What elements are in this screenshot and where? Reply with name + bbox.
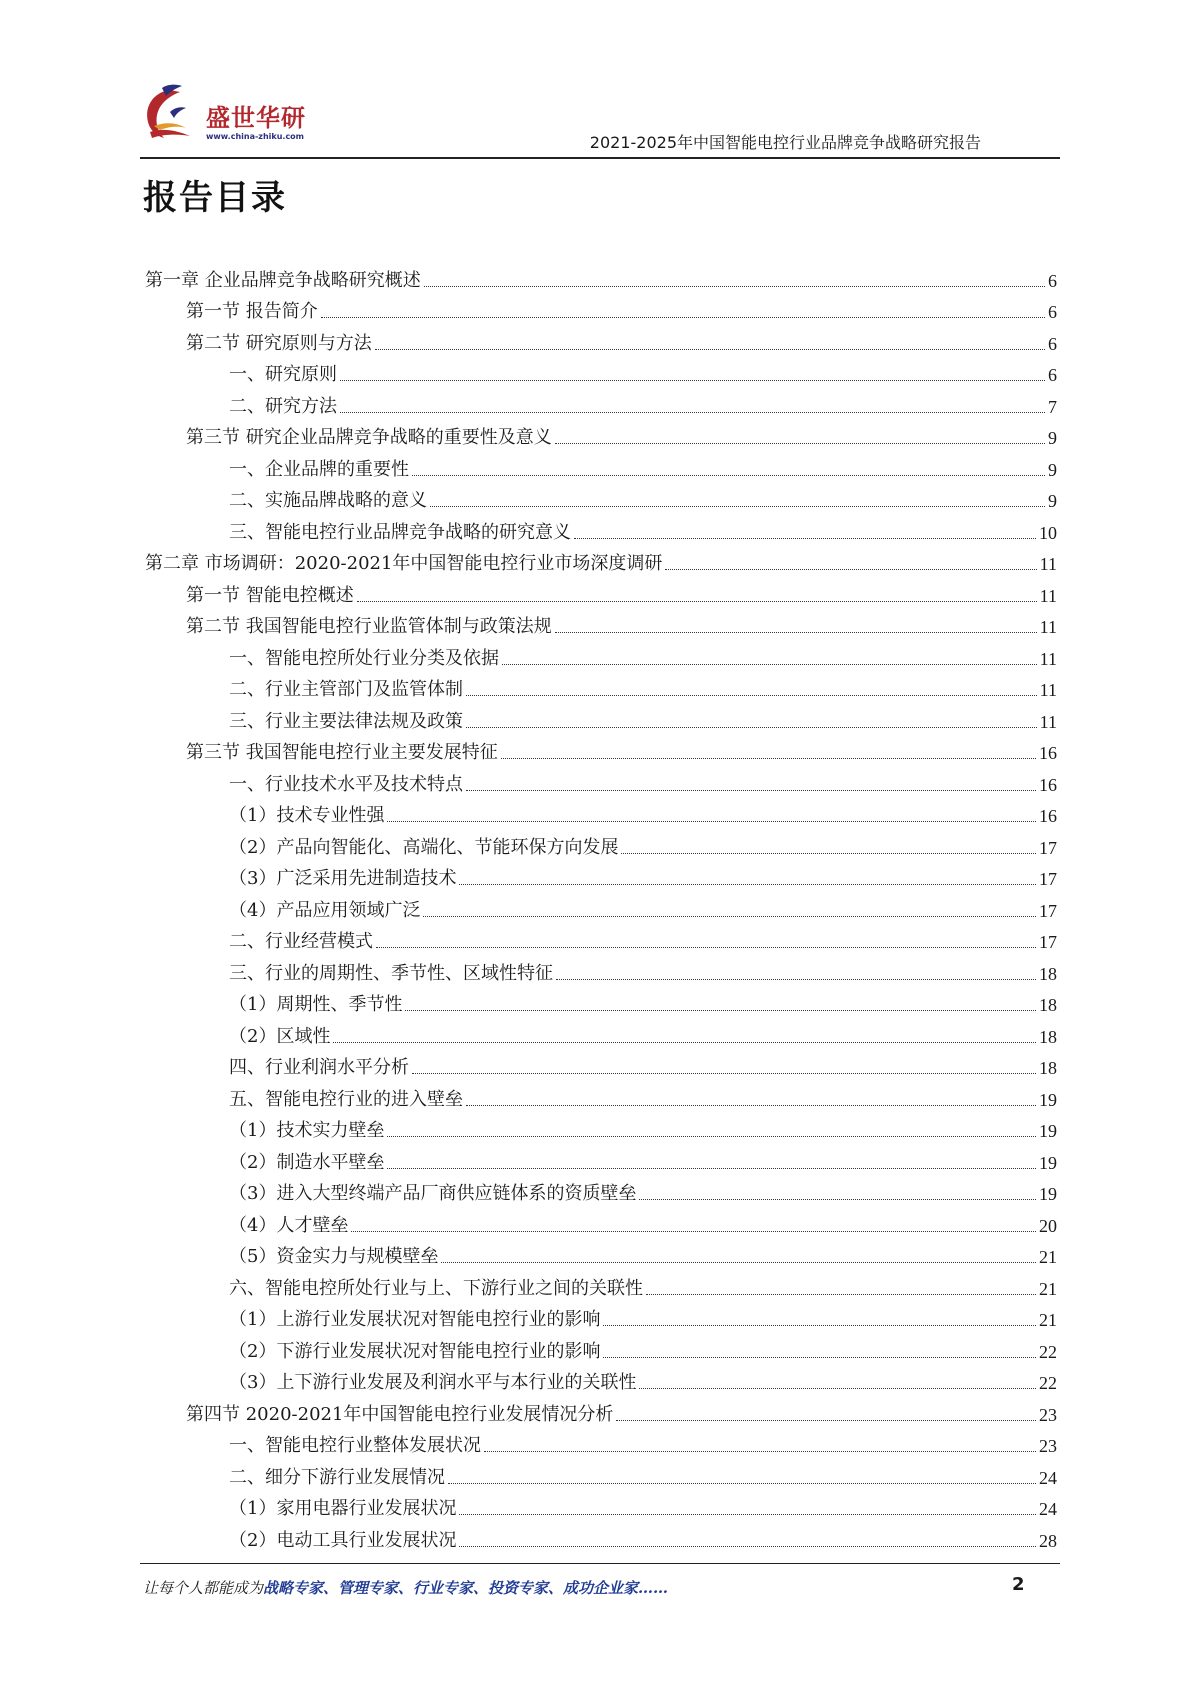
toc-entry-page: 9 <box>1048 428 1057 448</box>
toc-dot-leader <box>555 631 1037 633</box>
report-title: 2021-2025年中国智能电控行业品牌竞争战略研究报告 <box>589 133 981 152</box>
toc-dot-leader <box>556 978 1036 980</box>
toc-entry-page: 19 <box>1039 1089 1057 1110</box>
toc-entry-label: （1）家用电器行业发展状况 <box>229 1498 457 1519</box>
toc-entry-page: 6 <box>1048 302 1057 322</box>
toc-entry-page: 7 <box>1048 396 1057 417</box>
toc-entry-page: 22 <box>1039 1341 1057 1362</box>
toc-dot-leader <box>333 1041 1036 1043</box>
logo-text: 盛世华研 <box>206 104 306 132</box>
toc-dot-leader <box>387 820 1036 822</box>
toc-entry-page: 17 <box>1039 932 1057 952</box>
toc-entry-label: （1）技术实力壁垒 <box>229 1120 385 1141</box>
toc-entry[interactable] <box>145 733 1057 765</box>
toc-entry-page: 19 <box>1039 1121 1057 1141</box>
toc-entry-page: 18 <box>1039 963 1057 984</box>
page-number: 2 <box>1012 1574 1025 1595</box>
toc-entry-page: 11 <box>1039 648 1057 669</box>
toc-entry-page: 21 <box>1039 1310 1057 1330</box>
toc-entry-label: 三、智能电控行业品牌竞争战略的研究意义 <box>229 521 571 543</box>
toc-entry-label: 二、实施品牌战略的意义 <box>229 490 427 511</box>
toc-entry-label: （3）广泛采用先进制造技术 <box>229 868 457 889</box>
toc-entry[interactable] <box>145 985 1057 1017</box>
toc-dot-leader <box>387 1135 1036 1137</box>
toc-entry[interactable] <box>145 922 1057 954</box>
toc-dot-leader <box>387 1167 1036 1169</box>
toc-entry-page: 28 <box>1039 1530 1057 1551</box>
toc-entry[interactable] <box>145 607 1057 639</box>
toc-entry-page: 19 <box>1039 1184 1057 1204</box>
toc-entry[interactable] <box>145 1174 1057 1206</box>
toc-dot-leader <box>466 694 1037 696</box>
toc-dot-leader <box>574 537 1036 539</box>
table-of-contents <box>145 260 1057 1552</box>
toc-entry[interactable] <box>145 1331 1057 1363</box>
toc-entry[interactable] <box>145 638 1057 670</box>
toc-dot-leader <box>466 789 1036 791</box>
toc-entry-page: 18 <box>1039 1026 1057 1047</box>
toc-entry-label: 第二节 研究原则与方法 <box>186 332 372 354</box>
toc-entry-label: 一、企业品牌的重要性 <box>229 458 409 480</box>
toc-entry-label: （2）下游行业发展状况对智能电控行业的影响 <box>229 1340 601 1362</box>
toc-entry[interactable] <box>145 859 1057 891</box>
toc-entry-page: 17 <box>1039 900 1057 921</box>
toc-entry[interactable] <box>145 1394 1057 1426</box>
toc-dot-leader <box>555 442 1045 444</box>
toc-dot-leader <box>466 726 1037 728</box>
toc-dot-leader <box>501 757 1036 759</box>
toc-entry-page: 16 <box>1039 774 1057 795</box>
toc-dot-leader <box>412 1072 1036 1074</box>
toc-entry-page: 24 <box>1039 1467 1057 1488</box>
toc-entry-page: 11 <box>1039 680 1057 700</box>
toc-entry-page: 20 <box>1039 1215 1057 1236</box>
toc-dot-leader <box>430 505 1045 507</box>
footer-slogan-prefix: 让每个人都能成为 <box>143 1579 264 1597</box>
toc-entry-label: （1）上游行业发展状况对智能电控行业的影响 <box>229 1309 601 1330</box>
toc-entry-page: 21 <box>1039 1247 1057 1267</box>
toc-entry-label: 第一节 报告简介 <box>186 301 318 322</box>
toc-dot-leader <box>423 915 1036 917</box>
toc-dot-leader <box>459 1545 1036 1547</box>
toc-entry-label: （1）周期性、季节性 <box>229 994 403 1015</box>
toc-entry[interactable] <box>145 1300 1057 1332</box>
toc-dot-leader <box>357 600 1037 602</box>
toc-dot-leader <box>340 379 1045 381</box>
toc-entry-page: 22 <box>1039 1373 1057 1393</box>
toc-entry-label: （2）产品向智能化、高端化、节能环保方向发展 <box>229 836 619 858</box>
toc-entry[interactable] <box>145 1237 1057 1269</box>
toc-dot-leader <box>441 1261 1036 1263</box>
toc-entry-label: （3）上下游行业发展及利润水平与本行业的关联性 <box>229 1372 637 1393</box>
toc-entry[interactable] <box>145 670 1057 702</box>
toc-entry-label: （4）产品应用领域广泛 <box>229 899 421 921</box>
toc-entry-label: （2）电动工具行业发展状况 <box>229 1529 457 1551</box>
toc-entry[interactable] <box>145 512 1057 544</box>
toc-entry[interactable] <box>145 1457 1057 1489</box>
toc-entry-label: 一、智能电控所处行业分类及依据 <box>229 647 499 669</box>
toc-entry-page: 11 <box>1039 554 1057 574</box>
toc-entry-page: 16 <box>1039 743 1057 763</box>
page-title: 报告目录 <box>143 178 287 218</box>
toc-entry-label: （2）区域性 <box>229 1025 331 1047</box>
toc-entry-label: 第一章 企业品牌竞争战略研究概述 <box>145 269 421 291</box>
toc-entry[interactable] <box>145 1048 1057 1080</box>
toc-entry-page: 16 <box>1039 806 1057 826</box>
toc-entry[interactable] <box>145 260 1057 292</box>
toc-entry-label: 二、研究方法 <box>229 395 337 417</box>
toc-entry[interactable] <box>145 1142 1057 1174</box>
toc-entry[interactable] <box>145 544 1057 576</box>
toc-entry-label: 二、行业经营模式 <box>229 931 373 952</box>
toc-entry-page: 18 <box>1039 1058 1057 1078</box>
toc-dot-leader <box>351 1230 1036 1232</box>
toc-entry[interactable] <box>145 355 1057 387</box>
toc-dot-leader <box>405 1009 1036 1011</box>
toc-entry-page: 17 <box>1039 837 1057 858</box>
toc-entry[interactable] <box>145 1489 1057 1521</box>
toc-dot-leader <box>603 1324 1036 1326</box>
toc-entry[interactable] <box>145 1268 1057 1300</box>
toc-entry[interactable] <box>145 1520 1057 1552</box>
toc-dot-leader <box>424 285 1045 287</box>
toc-entry[interactable] <box>145 1426 1057 1458</box>
toc-dot-leader <box>665 568 1036 570</box>
toc-entry[interactable] <box>145 953 1057 985</box>
toc-dot-leader <box>466 1104 1036 1106</box>
logo-url: www.china-zhiku.com <box>206 132 305 141</box>
toc-entry-label: 第二节 我国智能电控行业监管体制与政策法规 <box>186 616 552 637</box>
toc-entry-label: （3）进入大型终端产品厂商供应链体系的资质壁垒 <box>229 1183 637 1204</box>
toc-entry-label: 一、行业技术水平及技术特点 <box>229 773 463 795</box>
toc-entry[interactable] <box>145 1205 1057 1237</box>
toc-entry-label: 六、智能电控所处行业与上、下游行业之间的关联性 <box>229 1277 643 1299</box>
toc-entry-page: 23 <box>1039 1404 1057 1425</box>
toc-entry[interactable] <box>145 890 1057 922</box>
toc-entry-label: 四、行业利润水平分析 <box>229 1057 409 1078</box>
toc-entry-page: 10 <box>1039 522 1057 543</box>
toc-dot-leader <box>639 1198 1036 1200</box>
toc-dot-leader <box>459 1513 1036 1515</box>
toc-entry-label: 三、行业的周期性、季节性、区域性特征 <box>229 962 553 984</box>
toc-entry-label: （5）资金实力与规模壁垒 <box>229 1246 439 1267</box>
toc-dot-leader <box>621 852 1036 854</box>
toc-dot-leader <box>639 1387 1036 1389</box>
toc-dot-leader <box>616 1419 1036 1421</box>
toc-entry-page: 11 <box>1039 585 1057 606</box>
toc-entry[interactable] <box>145 1079 1057 1111</box>
toc-entry-label: 三、行业主要法律法规及政策 <box>229 710 463 732</box>
toc-entry[interactable] <box>145 481 1057 513</box>
toc-entry-label: 第一节 智能电控概述 <box>186 584 354 606</box>
toc-entry[interactable] <box>145 1016 1057 1048</box>
header-divider <box>140 157 1060 159</box>
toc-entry[interactable] <box>145 386 1057 418</box>
toc-entry[interactable] <box>145 575 1057 607</box>
toc-dot-leader <box>459 883 1036 885</box>
toc-entry[interactable] <box>145 1363 1057 1395</box>
toc-entry-label: 第四节 2020-2021年中国智能电控行业发展情况分析 <box>186 1403 614 1425</box>
toc-entry-page: 9 <box>1048 459 1057 480</box>
toc-entry[interactable] <box>145 292 1057 324</box>
toc-entry[interactable] <box>145 418 1057 450</box>
toc-entry-label: 第二章 市场调研：2020-2021年中国智能电控行业市场深度调研 <box>145 553 663 574</box>
toc-dot-leader <box>321 316 1045 318</box>
toc-entry-page: 21 <box>1039 1278 1057 1299</box>
toc-entry[interactable] <box>145 1111 1057 1143</box>
toc-entry-page: 17 <box>1039 869 1057 889</box>
toc-dot-leader <box>375 348 1045 350</box>
toc-entry-label: 五、智能电控行业的进入壁垒 <box>229 1088 463 1110</box>
toc-entry-label: 一、智能电控行业整体发展状况 <box>229 1435 481 1456</box>
toc-entry-page: 9 <box>1048 491 1057 511</box>
toc-dot-leader <box>484 1450 1036 1452</box>
toc-entry-page: 6 <box>1048 270 1057 291</box>
toc-entry-label: 二、细分下游行业发展情况 <box>229 1466 445 1488</box>
toc-entry[interactable] <box>145 449 1057 481</box>
toc-entry-label: （2）制造水平壁垒 <box>229 1151 385 1173</box>
toc-entry-page: 18 <box>1039 995 1057 1015</box>
toc-entry-page: 19 <box>1039 1152 1057 1173</box>
toc-dot-leader <box>646 1293 1036 1295</box>
toc-dot-leader <box>340 411 1045 413</box>
toc-entry-label: （4）人才壁垒 <box>229 1214 349 1236</box>
footer-divider <box>140 1563 1060 1564</box>
footer-slogan-highlight: 战略专家、管理专家、行业专家、投资专家、成功企业家…… <box>263 1579 669 1597</box>
toc-entry-page: 6 <box>1048 333 1057 354</box>
toc-entry-label: （1）技术专业性强 <box>229 805 385 826</box>
toc-entry[interactable] <box>145 827 1057 859</box>
toc-entry-label: 二、行业主管部门及监管体制 <box>229 679 463 700</box>
toc-entry[interactable] <box>145 764 1057 796</box>
toc-entry-page: 11 <box>1039 711 1057 732</box>
toc-entry-page: 6 <box>1048 365 1057 385</box>
toc-dot-leader <box>502 663 1037 665</box>
toc-dot-leader <box>376 946 1036 948</box>
toc-dot-leader <box>603 1356 1036 1358</box>
toc-entry-label: 第三节 研究企业品牌竞争战略的重要性及意义 <box>186 427 552 448</box>
toc-entry[interactable] <box>145 323 1057 355</box>
toc-entry-page: 11 <box>1039 617 1057 637</box>
footer-slogan <box>143 1577 668 1598</box>
toc-entry-page: 24 <box>1039 1499 1057 1519</box>
toc-dot-leader <box>412 474 1045 476</box>
toc-entry-label: 一、研究原则 <box>229 364 337 385</box>
toc-entry[interactable] <box>145 796 1057 828</box>
toc-dot-leader <box>448 1482 1036 1484</box>
toc-entry-page: 23 <box>1039 1436 1057 1456</box>
toc-entry[interactable] <box>145 701 1057 733</box>
toc-entry-label: 第三节 我国智能电控行业主要发展特征 <box>186 742 498 763</box>
